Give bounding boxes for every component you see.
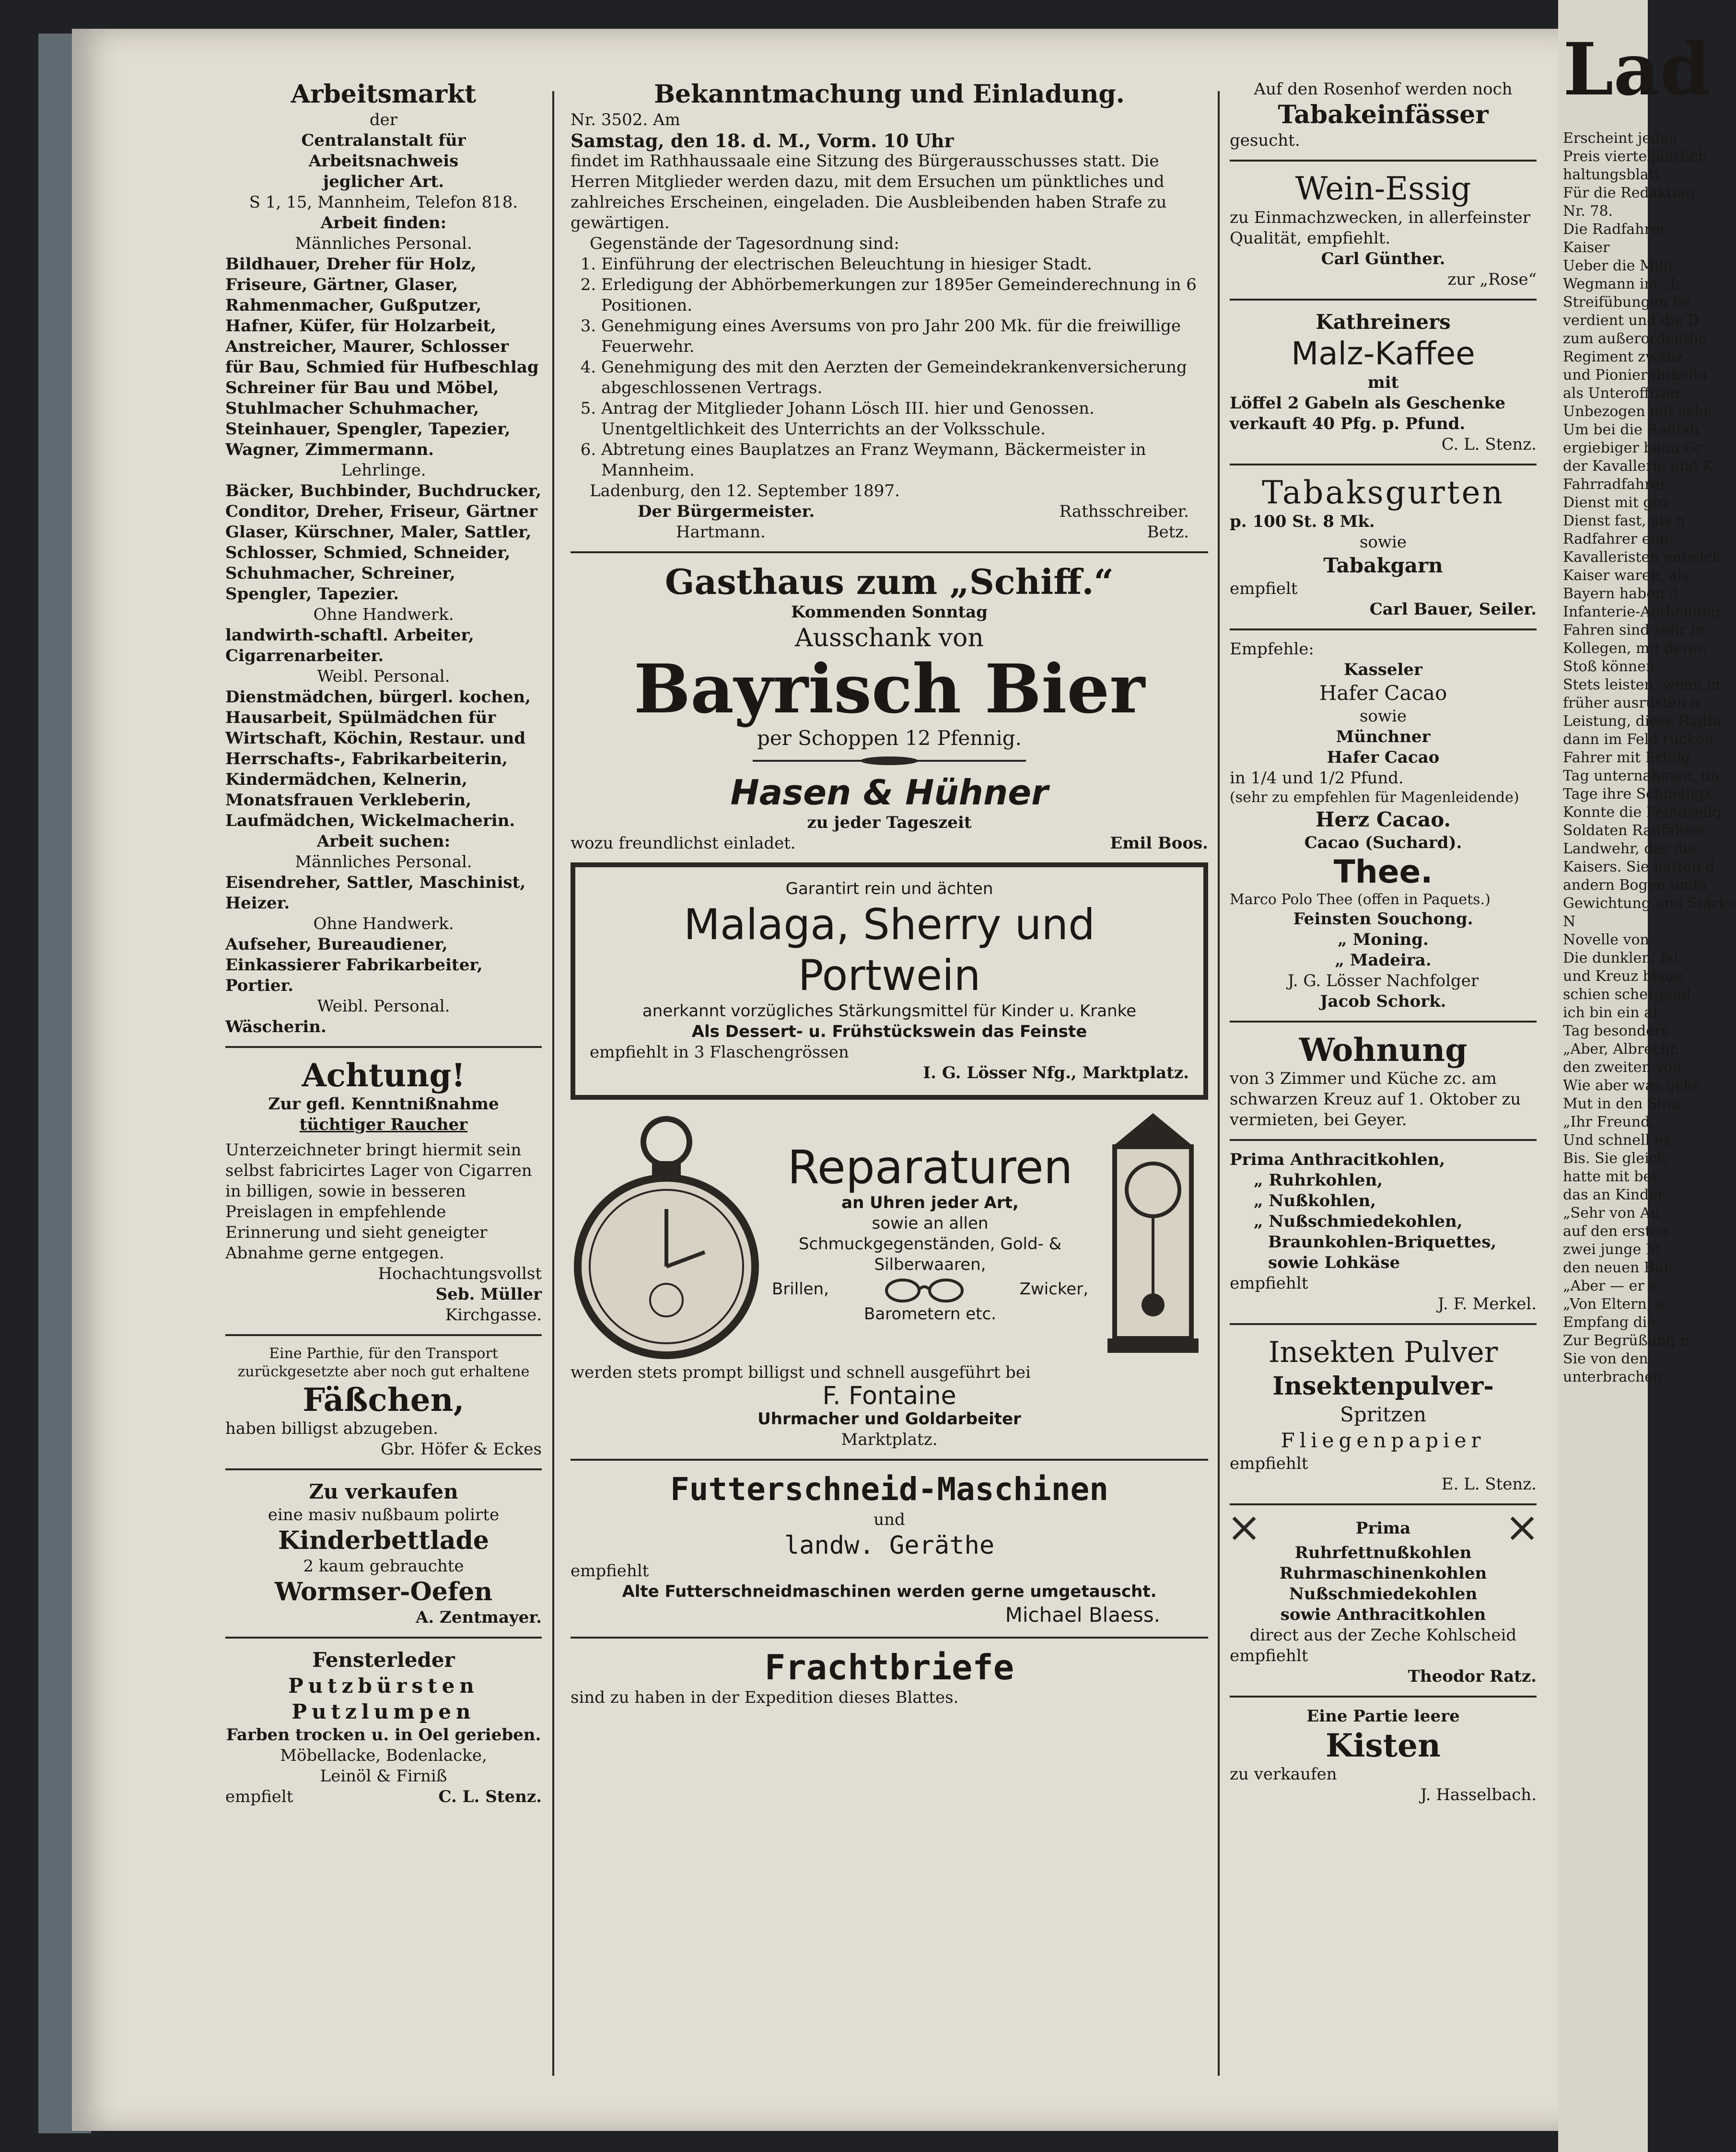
bekannt-place-date: Ladenburg, den 12. September 1897.: [590, 481, 900, 500]
next-page-line: Preis vierteljährlich: [1563, 148, 1708, 165]
schiff-title: Gasthaus zum „Schiff.“: [665, 561, 1114, 602]
next-page-line: und Kreuz blaue: [1563, 968, 1683, 985]
uhren-line2: sowie an allen Schmuckgegenständen, Gold- & Silberwaaren,: [798, 1213, 1062, 1274]
next-page-line: Regiment zwanz: [1563, 349, 1683, 365]
verkaufen-item1: Kinderbettlade: [278, 1526, 489, 1555]
agenda-item: 4. Genehmigung des mit den Aerzten der Gemeindekrankenversicherung abgeschlossenen Vertrags.: [601, 357, 1208, 398]
next-page-line: Ueber die Milit: [1563, 257, 1674, 274]
lehrlinge-heading: Lehrlinge.: [341, 461, 426, 480]
cacao-signature1: J. G. Lösser Nachfolger: [1287, 971, 1479, 990]
fenster-line3: Putzlumpen: [291, 1700, 476, 1723]
rule: [1230, 1696, 1537, 1698]
insekten-line1: Insektenpulver-: [1272, 1372, 1494, 1401]
fenster-footer: [225, 1787, 542, 1807]
rule: [225, 1334, 542, 1336]
cacao-line6: (sehr zu empfehlen für Magenleidende): [1230, 789, 1519, 806]
malz-signature: C. L. Stenz.: [1441, 435, 1537, 454]
kohlen-item: sowie Lohkäse: [1268, 1253, 1400, 1272]
next-page-line: Sie von den: [1563, 1350, 1648, 1367]
next-page-line: Kollegen, mit deren: [1563, 640, 1707, 657]
rule: [1230, 1021, 1537, 1023]
futter-signature: Michael Blaess.: [1005, 1603, 1160, 1627]
bekannt-tagesordnung: Gegenstände der Tagesordnung sind:: [590, 234, 899, 253]
next-page-line: Wie aber was gehe: [1563, 1077, 1701, 1094]
schiff-signature: Emil Boos.: [1110, 834, 1208, 853]
rosenhof-line2: gesucht.: [1230, 131, 1300, 150]
essig-title: Wein-Essig: [1295, 170, 1471, 207]
maennlich-list: Bildhauer, Dreher für Holz, Friseure, Gärtner, Glaser, Rahmenmacher, Gußputzer, Hafner, Küfer, für Holzarbeit, Anstreicher, Maurer, Schlosser für Bau, Schmied für Hufbeschlag Schreiner für Bau und Möbel, Stuhlmacher Schuhmacher, Steinhauer, Spengler, Tapezier, Wagner, Zimmermann.: [225, 255, 539, 459]
ruhr-prima: Prima: [1355, 1518, 1411, 1538]
maennlich-heading: Männliches Personal.: [295, 234, 472, 253]
next-page-line: verdient und die D: [1563, 312, 1700, 329]
malaga-line2: anerkannt vorzügliches Stärkungsmittel für Kinder u. Kranke: [642, 1001, 1137, 1021]
next-page-line: ich bin ein al: [1563, 1004, 1657, 1021]
weiblich-heading-2: Weibl. Personal.: [317, 997, 450, 1016]
next-page-line: Gewichtung und Stärke: [1563, 895, 1736, 912]
ohne-handwerk-heading: Ohne Handwerk.: [313, 605, 454, 624]
next-page-line: auf den ersten: [1563, 1223, 1669, 1240]
rule: [571, 1637, 1208, 1639]
arbeitsmarkt-inst1: Centralanstalt für Arbeitsnachweis: [301, 131, 466, 171]
weiblich-heading: Weibl. Personal.: [317, 667, 450, 686]
ad-zu-verkaufen: [225, 1479, 542, 1628]
achtung-body: Unterzeichneter bringt hiermit sein selbst fabricirtes Lager von Cigarren in billigen, sowie in besseren Preislagen in empfehlende Erinnerung und sieht geneigter Abnahme gerne entgegen.: [225, 1140, 532, 1263]
fracht-title: Frachtbriefe: [764, 1647, 1014, 1687]
next-page-line: zum außerordentlic: [1563, 330, 1707, 347]
arbeitsmarkt-der: der: [369, 110, 398, 129]
achtung-line2: tüchtiger Raucher: [299, 1115, 468, 1134]
cacao-line11: „ Moning.: [1338, 930, 1429, 949]
bekannt-signatures: [571, 501, 1208, 522]
rule: [225, 1637, 542, 1639]
next-page-line: „Aber — er s: [1563, 1278, 1656, 1294]
tabak-signature: Carl Bauer, Seiler.: [1369, 600, 1537, 619]
uhren-brillen: Brillen,: [772, 1280, 829, 1299]
hammer-pick-icon: [1508, 1514, 1537, 1543]
uhren-line1: an Uhren jeder Art,: [841, 1193, 1019, 1212]
cacao-thee: Thee.: [1333, 853, 1433, 890]
agenda-item: 6. Abtretung eines Bauplatzes an Franz Weymann, Bäckermeister in Mannheim.: [601, 440, 1208, 481]
next-page-line: Zur Begrüßung n: [1563, 1332, 1689, 1349]
malz-line1: Kathreiners: [1316, 310, 1451, 334]
column-right: [1230, 79, 1537, 1810]
verkaufen-title: Zu verkaufen: [309, 1480, 458, 1503]
faesschen-signature: Gbr. Höfer & Eckes: [380, 1440, 542, 1459]
bekannt-agenda: [571, 254, 1208, 481]
malaga-line4: empfiehlt in 3 Flaschengrössen: [590, 1043, 849, 1062]
pocket-watch-icon: [571, 1108, 762, 1358]
maennlich-heading-2: Männliches Personal.: [295, 852, 472, 872]
uhren-brillen-row: [772, 1275, 1088, 1304]
next-page-line: „Aber, Albrecht,: [1563, 1041, 1680, 1058]
next-page-line: Fahrer mit Erfolg: [1563, 749, 1690, 766]
agenda-item: 1. Einführung der electrischen Beleuchtung in hiesiger Stadt.: [601, 254, 1208, 275]
next-page-line: Soldaten Radfahrer: [1563, 822, 1707, 839]
rule: [1230, 1323, 1537, 1325]
tabak-title: Tabaksgurten: [1261, 474, 1505, 511]
bekannt-bm-name: Hartmann.: [676, 523, 766, 542]
kohlen-item: Braunkohlen-Briquettes,: [1268, 1233, 1497, 1252]
next-page-line: dann im Feld rücken,: [1563, 731, 1718, 748]
next-page-line: Um bei die Radfah: [1563, 421, 1700, 438]
next-page-line: andern Bogen umfa: [1563, 877, 1707, 894]
ad-fensterleder: [225, 1647, 542, 1807]
uhren-barometer: Barometern etc.: [864, 1304, 996, 1324]
schiff-bier: Bayrisch Bier: [633, 650, 1145, 729]
tabak-garn: Tabakgarn: [1323, 554, 1443, 577]
ruhr-header: [1230, 1514, 1537, 1543]
ad-futterschneid: [571, 1469, 1208, 1628]
hammer-pick-icon: [1230, 1514, 1258, 1543]
uhren-line3: werden stets prompt billigst und schnell ausgeführt bei: [571, 1363, 1031, 1382]
next-page-line: hatte mit bei: [1563, 1168, 1656, 1185]
next-page-line: Tage ihre Schnelligk: [1563, 786, 1713, 803]
cacao-line2: Hafer Cacao: [1319, 681, 1447, 705]
bekannt-rs-name: Betz.: [1147, 523, 1189, 542]
ad-tabaksgurten: [1230, 474, 1537, 620]
ad-wohnung: [1230, 1031, 1537, 1130]
fenster-line6: Leinöl & Firniß: [320, 1767, 447, 1786]
next-page-line: Kaiser waren, als: [1563, 567, 1689, 584]
ohne-handwerk-list: landwirth-schaftl. Arbeiter, Cigarrenarbeiter.: [225, 626, 474, 665]
tabak-line1: p. 100 St. 8 Mk.: [1230, 512, 1375, 531]
futter-line2: Alte Futterschneidmaschinen werden gerne umgetauscht.: [622, 1582, 1157, 1601]
faesschen-title: Fäßchen,: [303, 1381, 465, 1419]
ruhr-line1: Ruhrfettnußkohlen: [1294, 1543, 1472, 1562]
next-page-line: unterbrachen.: [1563, 1369, 1667, 1385]
next-page-line: Wegmann im „L: [1563, 276, 1679, 292]
next-page-line: den neuen Bun: [1563, 1259, 1673, 1276]
essig-place: zur „Rose“: [1447, 270, 1537, 289]
bekannt-names: [571, 522, 1208, 543]
uhren-beruf: Uhrmacher und Goldarbeiter: [757, 1409, 1021, 1429]
ad-kohlen: [1230, 1150, 1537, 1314]
ornament-divider: [571, 751, 1208, 770]
fenster-line4: Farben trocken u. in Oel gerieben.: [226, 1725, 541, 1745]
agenda-item: 5. Antrag der Mitglieder Johann Lösch III. hier und Genossen. Unentgeltlichkeit des Unterrichts an der Volksschule.: [601, 398, 1208, 440]
next-page-line: Radfahrer eine: [1563, 531, 1673, 547]
cacao-line4: Hafer Cacao: [1327, 748, 1440, 767]
faesschen-line1: Eine Parthie, für den Transport zurückgesetzte aber noch gut erhaltene: [237, 1345, 530, 1380]
next-page-line: Nr. 78.: [1563, 203, 1613, 220]
schiff-price: per Schoppen 12 Pfennig.: [757, 726, 1022, 750]
futter-und: und: [874, 1510, 905, 1529]
fenster-line2: Putzbürsten: [288, 1674, 479, 1698]
rule: [1230, 628, 1537, 630]
next-page-line: Für die Redaktion: [1563, 185, 1695, 201]
fenster-signature: C. L. Stenz.: [438, 1787, 542, 1806]
cacao-line8: Cacao (Suchard).: [1304, 833, 1462, 852]
cacao-line7: Herz Cacao.: [1315, 808, 1451, 831]
cacao-line3: Münchner: [1336, 727, 1431, 746]
next-page-edge: [1558, 0, 1736, 2152]
maennlich-list-2: Eisendreher, Sattler, Maschinist, Heizer.: [225, 873, 526, 913]
kohlen-item: „ Ruhrkohlen,: [1254, 1171, 1383, 1190]
malaga-line1: Garantirt rein und ächten: [785, 879, 993, 898]
next-page-line: Bayern haben d: [1563, 585, 1678, 602]
ohne-handwerk-list-2: Aufseher, Bureaudiener, Einkassierer Fabrikarbeiter, Portier.: [225, 935, 483, 995]
column-middle: [571, 79, 1208, 1713]
ad-uhren: [571, 1108, 1208, 1358]
ruhr-signature: Theodor Ratz.: [1408, 1667, 1537, 1686]
next-page-line: Die dunklen, fal: [1563, 950, 1679, 966]
column-rule-1: [552, 91, 554, 2076]
bekannt-title: Bekanntmachung und Einladung.: [654, 80, 1125, 109]
bekannt-buergermeister: Der Bürgermeister.: [638, 502, 815, 521]
verkaufen-item2: Wormser-Oefen: [274, 1577, 493, 1606]
schiff-line1: Kommenden Sonntag: [791, 603, 988, 622]
kisten-line1: Eine Partie leere: [1306, 1707, 1460, 1726]
ad-kisten: [1230, 1706, 1537, 1805]
arbeitsmarkt-address: S 1, 15, Mannheim, Telefon 818.: [249, 193, 518, 212]
uhren-name: F. Fontaine: [822, 1382, 956, 1410]
next-page-line: schien schergend: [1563, 986, 1691, 1003]
schiff-hasen: Hasen & Hühner: [730, 772, 1049, 813]
kisten-signature: J. Hasselbach.: [1420, 1785, 1537, 1804]
faesschen-line2: haben billigst abzugeben.: [225, 1419, 439, 1438]
ruhr-empfiehlt: empfiehlt: [1230, 1646, 1308, 1665]
next-page-text: [1558, 129, 1736, 1386]
rule: [225, 1468, 542, 1470]
arbeitsmarkt-title: Arbeitsmarkt: [291, 80, 477, 109]
malz-mit: mit: [1367, 373, 1399, 392]
insekten-signature: E. L. Stenz.: [1441, 1475, 1537, 1494]
ohne-handwerk-heading-2: Ohne Handwerk.: [313, 914, 454, 933]
achtung-line1: Zur gefl. Kenntnißnahme: [268, 1094, 499, 1114]
insekten-title: Insekten Pulver: [1268, 1336, 1498, 1369]
arbeitsmarkt-inst2: jeglicher Art.: [323, 172, 444, 191]
uhren-text: [762, 1142, 1098, 1325]
next-page-line: Konnte die Feindselig: [1563, 804, 1722, 821]
next-page-line: „Ihr Freund,: [1563, 1114, 1654, 1130]
schiff-footer: [571, 833, 1208, 854]
next-page-line: Tag unternahmen, un: [1563, 768, 1720, 784]
rule: [1230, 160, 1537, 162]
schiff-einladet: wozu freundlichst einladet.: [571, 834, 796, 853]
ad-malz-kaffee: [1230, 309, 1537, 455]
futter-title: Futterschneid-Maschinen: [670, 1471, 1108, 1508]
tabak-sowie: sowie: [1359, 533, 1407, 552]
verkaufen-signature: A. Zentmayer.: [416, 1608, 542, 1627]
arbeit-finden: Arbeit finden:: [320, 213, 447, 233]
next-page-line: Streifübungen be: [1563, 294, 1690, 311]
next-page-line: Leistung, diese Radfa: [1563, 713, 1722, 730]
next-page-line: Dienst mit gro: [1563, 494, 1668, 511]
next-page-line: Dienst fast, als n: [1563, 512, 1685, 529]
ad-faesschen: [225, 1345, 542, 1460]
wohnung-title: Wohnung: [1299, 1031, 1468, 1069]
fenster-line5: Möbellacke, Bodenlacke,: [280, 1746, 487, 1765]
kohlen-item: Prima Anthracitkohlen,: [1230, 1150, 1445, 1169]
ad-achtung: [225, 1057, 542, 1326]
essig-line1: zu Einmachzwecken, in allerfeinster Qualität, empfiehlt.: [1230, 208, 1531, 248]
verkaufen-line1: eine masiv nußbaum polirte: [268, 1505, 500, 1524]
spectacles-icon: [884, 1275, 965, 1304]
futter-line1: landw. Geräthe: [784, 1531, 995, 1560]
ruhr-line4: sowie Anthracitkohlen: [1280, 1605, 1486, 1624]
cacao-line12: „ Madeira.: [1335, 951, 1432, 970]
next-page-line: den zweiten von: [1563, 1059, 1682, 1076]
next-page-line: Kaiser: [1563, 239, 1610, 256]
next-page-line: ergiebiger beim Gr: [1563, 440, 1703, 456]
ad-malaga: [571, 862, 1208, 1100]
rule: [1230, 1503, 1537, 1505]
achtung-name: Seb. Müller: [435, 1285, 542, 1304]
arbeit-suchen: Arbeit suchen:: [316, 832, 451, 851]
malz-title: Malz-Kaffee: [1291, 335, 1475, 372]
ad-insekten: [1230, 1334, 1537, 1495]
next-page-line: Stoß können.: [1563, 658, 1660, 675]
agenda-item: 2. Erledigung der Abhörbemerkungen zur 1895er Gemeinderechnung in 6 Positionen.: [601, 275, 1208, 316]
fenster-line1: Fensterleder: [312, 1648, 455, 1672]
next-page-line: Die Radfahrer: [1563, 221, 1667, 238]
next-page-line: N: [1563, 913, 1576, 930]
weiblich-list: Dienstmädchen, bürgerl. kochen, Hausarbeit, Spülmädchen für Wirtschaft, Köchin, Restaur. und Herrschafts-, Fabrikarbeiterin, Kindermädchen, Kelnerin, Monatsfrauen Verkleberin, Laufmädchen, Wickelmacherin.: [225, 687, 531, 830]
next-page-line: das an Kinder: [1563, 1187, 1665, 1203]
next-page-line: Landwehr, das die: [1563, 840, 1696, 857]
cacao-line5: in 1/4 und 1/2 Pfund.: [1230, 768, 1404, 788]
ruhr-line2: Ruhrmaschinenkohlen: [1279, 1564, 1487, 1583]
insekten-empfiehlt: empfiehlt: [1230, 1454, 1308, 1473]
verkaufen-line2: 2 kaum gebrauchte: [303, 1557, 464, 1576]
uhren-place: Marktplatz.: [841, 1430, 938, 1449]
next-page-line: und Pionierabtheilu: [1563, 367, 1707, 384]
cacao-empfehle: Empfehle:: [1230, 640, 1314, 659]
next-page-line: Infanterie-Abtheilung: [1563, 604, 1721, 620]
kohlen-empfiehlt: empfiehlt: [1230, 1274, 1308, 1293]
bekannt-rathsschreiber: Rathsschreiber.: [1059, 502, 1189, 521]
ruhr-line3: Nußschmiedekohlen: [1289, 1584, 1478, 1604]
cacao-line10: Feinsten Souchong.: [1293, 909, 1473, 929]
cacao-line1: Kasseler: [1344, 660, 1422, 679]
rule: [571, 1459, 1208, 1461]
ad-rosenhof: [1230, 79, 1537, 151]
achtung-title: Achtung!: [302, 1057, 466, 1094]
ad-arbeitsmarkt: [225, 79, 542, 1037]
next-page-line: Stets leisten, wenn m: [1563, 676, 1720, 693]
kisten-title: Kisten: [1325, 1727, 1441, 1764]
achtung-hochachtung: Hochachtungsvollst: [378, 1264, 542, 1283]
next-page-line: als Unteroffizier: [1563, 385, 1682, 402]
achtung-place: Kirchgasse.: [445, 1305, 542, 1325]
lehrlinge-list: Bäcker, Buchbinder, Buchdrucker, Conditor, Dreher, Friseur, Gärtner Glaser, Kürschner, Maler, Sattler, Schlosser, Schmied, Schneider, Schuhmacher, Schreiner, Spengler, Tapezier.: [225, 481, 542, 604]
malaga-line3: Als Dessert- u. Frühstückswein das Feinste: [691, 1022, 1087, 1041]
ad-frachtbriefe: [571, 1647, 1208, 1708]
cacao-sowie: sowie: [1359, 707, 1407, 726]
agenda-item: 3. Genehmigung eines Aversums von pro Jahr 200 Mk. für die freiwillige Feuerwehr.: [601, 316, 1208, 357]
weiblich-list-2: Wäscherin.: [225, 1017, 326, 1036]
malaga-title: Malaga, Sherry und Portwein: [684, 900, 1095, 1000]
next-page-line: Mut in den Sinn: [1563, 1095, 1680, 1112]
next-page-line: „Sehr von Au: [1563, 1205, 1660, 1221]
rule: [1230, 464, 1537, 465]
cacao-line9: Marco Polo Thee (offen in Paquets.): [1230, 891, 1491, 908]
next-page-line: haltungsblatt: [1563, 166, 1660, 183]
rosenhof-title: Tabakeinfässer: [1278, 100, 1489, 129]
wall-clock-icon: [1098, 1108, 1208, 1358]
cacao-signature2: Jacob Schork.: [1320, 992, 1446, 1011]
kohlen-item: „ Nußkohlen,: [1254, 1191, 1376, 1210]
schiff-line3: zu jeder Tageszeit: [807, 813, 972, 832]
next-page-line: Bis. Sie gleich: [1563, 1150, 1666, 1167]
bekannt-body: findet im Rathhaussaale eine Sitzung des Bürgerausschusses statt. Die Herren Mitglieder werden dazu, mit dem Ersuchen um pünktliches und zahlreiches Erscheinen, eingeladen. Die Ausbleibenden haben Strafe zu gewärtigen.: [571, 151, 1167, 233]
ad-cacao: [1230, 639, 1537, 1012]
kohlen-signature: J. F. Merkel.: [1437, 1294, 1537, 1314]
column-rule-2: [1218, 91, 1220, 2076]
fenster-empfielt: empfielt: [225, 1787, 293, 1806]
rosenhof-line1: Auf den Rosenhof werden noch: [1254, 80, 1513, 99]
ad-ruhrkohlen: [1230, 1514, 1537, 1687]
rule: [571, 551, 1208, 553]
ad-gasthaus-schiff: [571, 562, 1208, 854]
next-page-line: Fahren sind sehr re: [1563, 622, 1706, 639]
ad-wein-essig: [1230, 170, 1537, 290]
next-page-line: „Von Eltern, a: [1563, 1296, 1665, 1313]
column-left: [225, 79, 542, 1812]
rule: [1230, 1139, 1537, 1141]
next-page-line: zwei junge M: [1563, 1241, 1661, 1258]
rule: [1230, 299, 1537, 301]
next-page-masthead: Lad: [1563, 27, 1711, 112]
next-page-line: Fahrradfahrer: [1563, 476, 1667, 493]
next-page-line: Novelle von: [1563, 931, 1649, 948]
uhren-title: Reparaturen: [787, 1140, 1073, 1194]
ruhr-line5: direct aus der Zeche Kohlscheid: [1249, 1626, 1517, 1645]
next-page-line: Kaisers. Sie hatten d: [1563, 859, 1715, 875]
uhren-zwicker: Zwicker,: [1019, 1280, 1088, 1299]
next-page-line: Erscheint jeden: [1563, 130, 1678, 147]
essig-signature: Carl Günther.: [1321, 249, 1445, 268]
kohlen-item: „ Nußschmiedekohlen,: [1254, 1212, 1463, 1231]
schiff-line2: Ausschank von: [795, 624, 984, 652]
insekten-line2: Spritzen: [1340, 1403, 1427, 1426]
next-page-line: Unbezogen mit sehr: [1563, 403, 1711, 420]
insekten-line3: Fliegenpapier: [1281, 1429, 1486, 1452]
malz-line2: Löffel 2 Gabeln als Geschenke verkauft 40 Pfg. p. Pfund.: [1230, 394, 1506, 433]
futter-empfiehlt: empfiehlt: [571, 1561, 649, 1581]
bekannt-nr: Nr. 3502. Am: [571, 110, 680, 129]
next-page-line: der Kavallerie und K: [1563, 458, 1713, 475]
next-page-line: früher ausrüsten n: [1563, 695, 1700, 711]
malaga-signature: I. G. Lösser Nfg., Marktplatz.: [923, 1063, 1189, 1082]
ad-bekanntmachung: [571, 79, 1208, 543]
kisten-line2: zu verkaufen: [1230, 1765, 1337, 1784]
tabak-empfielt: empfielt: [1230, 579, 1298, 598]
rule: [225, 1046, 542, 1048]
fracht-line1: sind zu haben in der Expedition dieses Blattes.: [571, 1688, 959, 1707]
next-page-line: Kavalleristen entwick: [1563, 549, 1721, 566]
next-page-line: Und schnell es: [1563, 1132, 1670, 1149]
next-page-line: Tag besonders: [1563, 1023, 1669, 1039]
next-page-line: Empfang die: [1563, 1314, 1656, 1331]
bekannt-date: Samstag, den 18. d. M., Vorm. 10 Uhr: [571, 130, 954, 151]
wohnung-body: von 3 Zimmer und Küche zc. am schwarzen Kreuz auf 1. Oktober zu vermieten, bei Geyer.: [1230, 1069, 1521, 1129]
